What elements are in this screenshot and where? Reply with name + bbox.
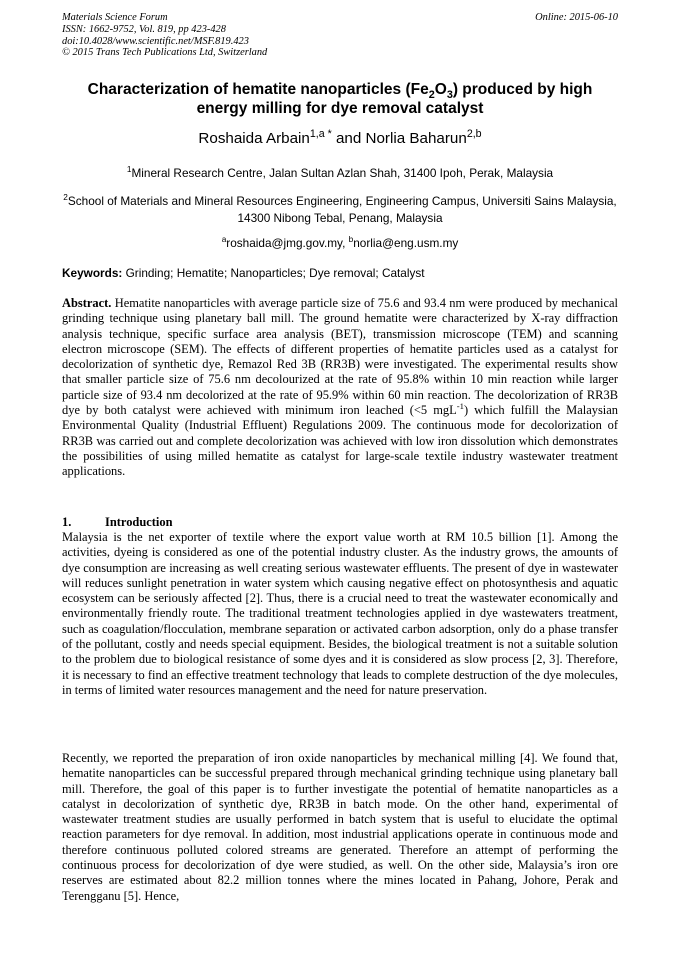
intro-paragraph-1: Malaysia is the net exporter of textile where the export value worth at RM 10.5 billion [1]. Among the activities, dyeing is considered as one of the potential industry cluster. As the industry grows, the amounts of dye consumption are increasing as well creating serious wastewater effluents. The present of dye in wastewater will reduces sunlight penetration in water system which causing negative effect on photosynthesis and aquatic ecosystem can be seriously affected [2]. Thus, there is a crucial need to treat the wastewater economically and environmentally friendly route. The traditional treatment technologies applied in dye wastewaters treatment, such as coagulation/flocculation, membrane separation or activated carbon adsorption, only do a phase transfer of the pollutant, costly and needs special equipment. Besides, the biological treatment is not a suitable solution to the problem due to biological resistance of some dyes and it is considered as slow process [2, 3]. Therefore, it is necessary to find an effective treatment technology that leads to complete destruction of the dye molecules, in terms of limited water resources management and the need for nature preservation. xyxy=(62,530,618,697)
affiliation-text: School of Materials and Mineral Resources Engineering, Engineering Campus, Universiti Sains Malaysia, 14300 Nibong Tebal, Penang, Malaysia xyxy=(67,194,617,225)
publication-header xyxy=(62,12,618,59)
keywords-text: Grinding; Hematite; Nanoparticles; Dye removal; Catalyst xyxy=(122,266,425,280)
section-number: 1. xyxy=(62,515,72,529)
abstract-superscript: -1 xyxy=(456,400,464,411)
author-superscript: 2,b xyxy=(466,127,482,140)
title-subscript: 2 xyxy=(428,89,435,102)
author-name: Roshaida Arbain xyxy=(198,130,310,147)
affiliation-superscript: 2 xyxy=(63,193,68,203)
author-conjunction: and xyxy=(331,130,366,147)
email-link[interactable]: roshaida@jmg.gov.my, xyxy=(226,236,349,250)
author-name: Norlia Baharun xyxy=(365,130,467,147)
intro-paragraph-2: Recently, we reported the preparation of iron oxide nanoparticles by mechanical milling [4]. We found that, hematite nanoparticles can be successful prepared through mechanical grinding technique using planetary ball mill. Therefore, the goal of this paper is to further investigate the potential of hematite nanoparticles as a catalyst in decolorization of synthetic dye, RR3B in batch mode. On the other hand, experimental of wastewater treatment studies are usually performed in batch system that is useful to elucidate the optimal reaction parameters for dye removal. In addition, most industrial applications operate in continuous mode and therefore continuous polluted colored streams are generated. Therefore an attempt of performing the continuous process for decolorization of dye were studied, as well. On the other side, Malaysia’s iron ore reserves are estimated about 82.2 million tonnes where the mines located in Pahang, Johore, Perak and Terengganu [5]. Hence, xyxy=(62,751,618,903)
keywords xyxy=(62,265,618,281)
email-link[interactable]: norlia@eng.usm.my xyxy=(353,236,459,250)
abstract xyxy=(62,296,618,480)
abstract-label: Abstract. xyxy=(62,296,112,310)
email-superscript: a xyxy=(221,235,227,245)
affiliation-1 xyxy=(62,165,618,182)
online-date: Online: 2015-06-10 xyxy=(535,12,618,23)
author-superscript: 1,a * xyxy=(309,127,332,140)
title-part: O xyxy=(434,81,447,98)
issn: ISSN: 1662-9752, Vol. 819, pp 423-428 xyxy=(62,23,226,35)
section-title: Introduction xyxy=(105,515,173,529)
affiliation-2 xyxy=(62,193,618,226)
email-superscript: b xyxy=(348,235,354,245)
affiliation-text: Mineral Research Centre, Jalan Sultan Azlan Shah, 31400 Ipoh, Perak, Malaysia xyxy=(131,166,554,180)
doi: doi:10.4028/www.scientific.net/MSF.819.423 xyxy=(62,35,249,47)
title-part: ) produced by high energy milling for dye removal catalyst xyxy=(196,81,593,117)
journal-name: Materials Science Forum xyxy=(62,12,168,23)
abstract-text: ) which fulfill the Malaysian Environmental Quality (Industrial Effluent) Regulations 2009. The continuous mode for decolorization of RR3B was carried out and complete decolorization was achieved with low iron dissolution which demonstrates the possibilities of using milled hematite as catalyst for large-scale textile industry wastewater treatment applications. xyxy=(62,403,618,479)
copyright: © 2015 Trans Tech Publications Ltd, Switzerland xyxy=(62,47,268,59)
title-part: Characterization of hematite nanoparticles (Fe xyxy=(87,81,429,98)
paper-title xyxy=(62,80,618,118)
title-subscript: 3 xyxy=(446,89,453,102)
keywords-label: Keywords: xyxy=(62,266,123,280)
section-heading xyxy=(62,515,618,530)
authors xyxy=(62,127,618,148)
abstract-text: Hematite nanoparticles with average particle size of 75.6 and 93.4 nm were produced by mechanical grinding technique using planetary ball mill. The ground hematite were characterized by X-ray diffraction analysis technique, specific surface area analysis (BET), transmission microscope (TEM) and scanning electron microscope (SEM). The effects of different properties of hematite particles used as a catalyst for decolorization of synthetic dye, Remazol Red 3B (RR3B) were investigated. The experimental results show that smaller particle size of 75.6 nm decolourized at the rate of 95.8% within 10 min reaction while larger particle size of 93.4 nm decolorized at the rate of 95.9% within 60 min reaction. The decolorization of RR3B dye by both catalyst were achieved with minimum iron leached (<5 mgL xyxy=(62,296,618,418)
affiliation-superscript: 1 xyxy=(126,165,132,175)
author-emails xyxy=(62,235,618,252)
